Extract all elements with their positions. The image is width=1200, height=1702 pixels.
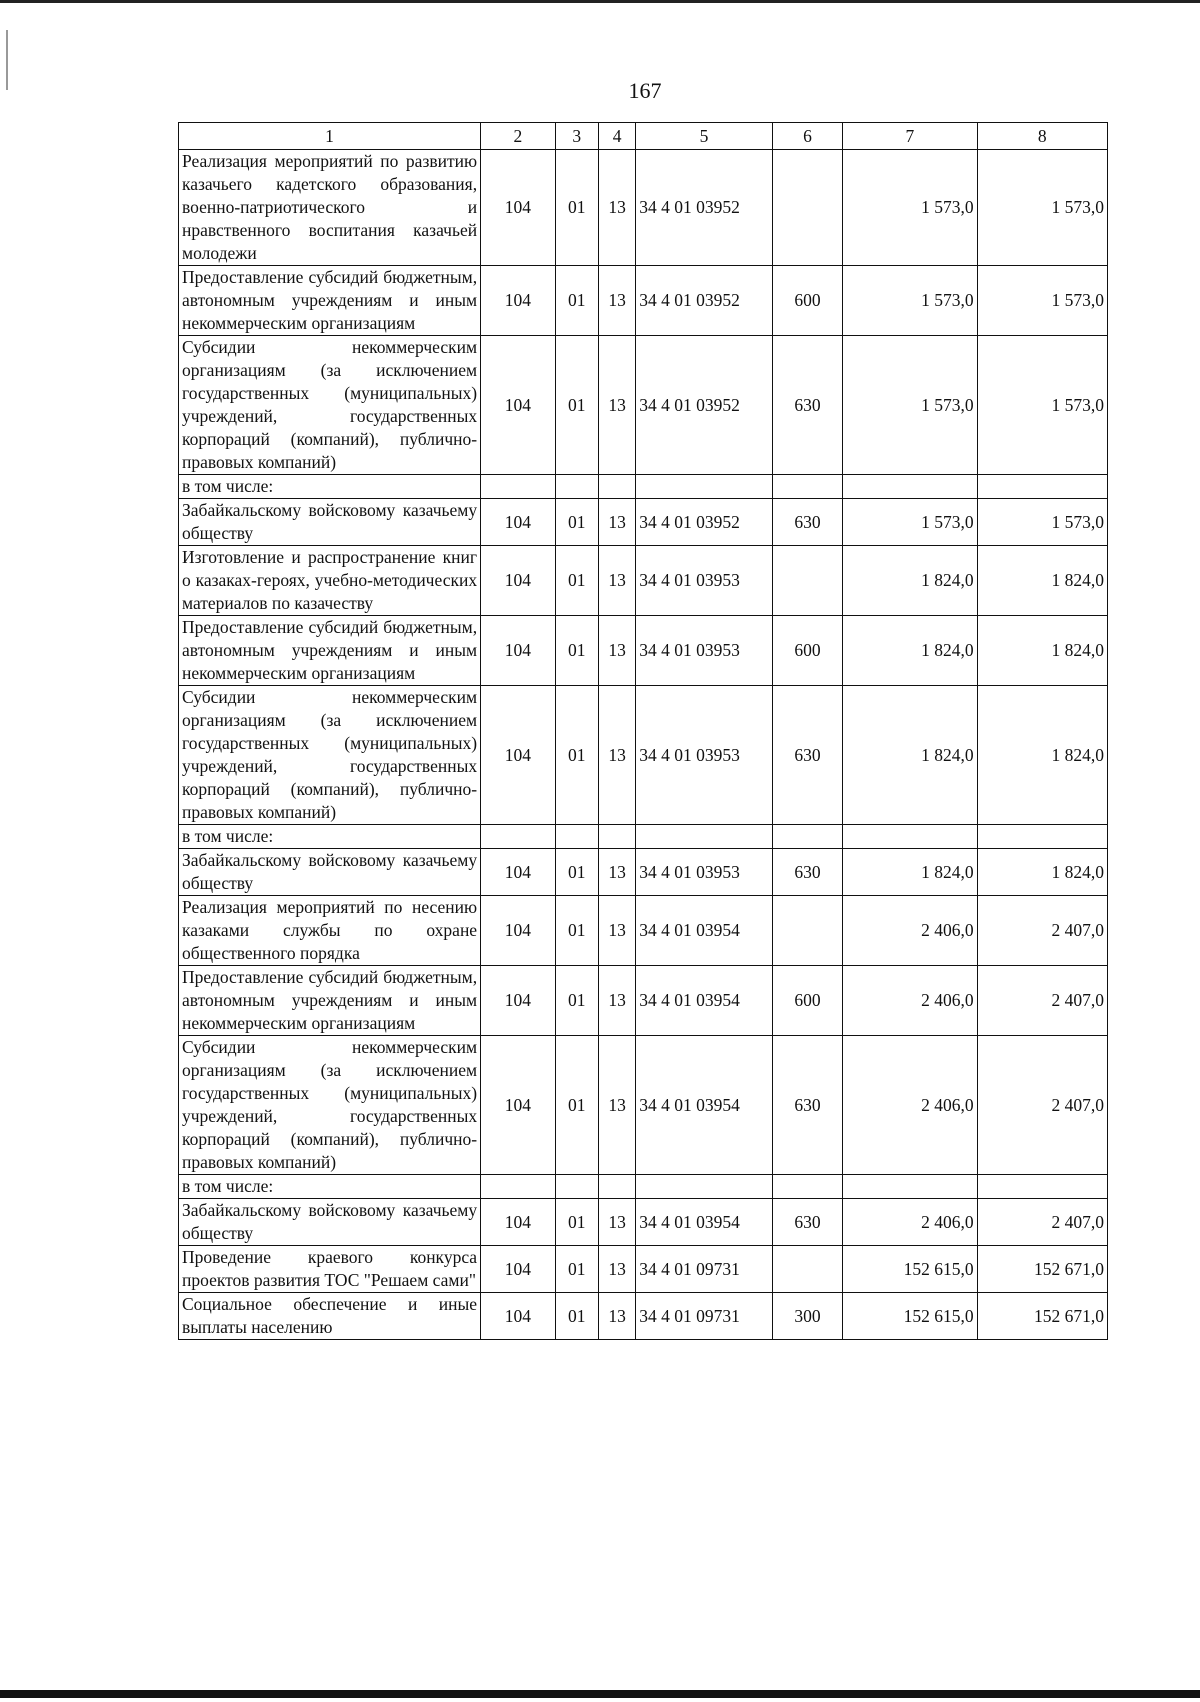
section-cell: 104 (481, 1199, 555, 1246)
amount-year1-cell: 1 573,0 (843, 266, 977, 336)
target-code-cell: 34 4 01 03952 (636, 150, 773, 266)
row-name-cell: Субсидии некоммерческим организациям (за исключением государственных (муниципальных) учреждений, государственных корпораций (компаний), публично-правовых компаний) (179, 686, 481, 825)
column-header: 7 (843, 123, 977, 150)
subsection-cell: 01 (555, 1246, 598, 1293)
subsection2-cell: 13 (599, 336, 636, 475)
section-cell: 104 (481, 686, 555, 825)
subsection2-cell: 13 (599, 849, 636, 896)
row-name-cell: Проведение краевого конкурса проектов развития ТОС "Решаем сами" (179, 1246, 481, 1293)
row-name-cell: Реализация мероприятий по развитию казачьего кадетского образования, военно-патриотического и нравственного воспитания казачьей молодежи (179, 150, 481, 266)
table-row (179, 1199, 1108, 1246)
section-cell (481, 1175, 555, 1199)
column-header: 8 (977, 123, 1107, 150)
section-cell: 104 (481, 336, 555, 475)
row-name-cell: Предоставление субсидий бюджетным, автономным учреждениям и иным некоммерческим организациям (179, 616, 481, 686)
bottom-border-line (0, 1690, 1200, 1698)
expense-type-cell (772, 150, 842, 266)
table-row (179, 1175, 1108, 1199)
row-name-cell: Предоставление субсидий бюджетным, автономным учреждениям и иным некоммерческим организациям (179, 966, 481, 1036)
subsection-cell (555, 475, 598, 499)
amount-year2-cell (977, 475, 1107, 499)
amount-year1-cell: 1 824,0 (843, 616, 977, 686)
row-name-cell: Предоставление субсидий бюджетным, автономным учреждениям и иным некоммерческим организациям (179, 266, 481, 336)
expense-type-cell: 600 (772, 966, 842, 1036)
expense-type-cell (772, 1175, 842, 1199)
table-row (179, 616, 1108, 686)
subsection2-cell: 13 (599, 896, 636, 966)
expense-type-cell: 630 (772, 1199, 842, 1246)
target-code-cell: 34 4 01 03954 (636, 1036, 773, 1175)
expense-type-cell (772, 825, 842, 849)
table-row (179, 546, 1108, 616)
target-code-cell: 34 4 01 03953 (636, 849, 773, 896)
target-code-cell: 34 4 01 03954 (636, 896, 773, 966)
subsection-cell: 01 (555, 1036, 598, 1175)
subsection-cell: 01 (555, 1199, 598, 1246)
section-cell: 104 (481, 896, 555, 966)
amount-year1-cell: 2 406,0 (843, 1036, 977, 1175)
subsection2-cell (599, 475, 636, 499)
amount-year1-cell: 1 824,0 (843, 849, 977, 896)
subsection2-cell: 13 (599, 266, 636, 336)
page-number: 167 (628, 78, 662, 103)
expense-type-cell (772, 475, 842, 499)
subsection-cell: 01 (555, 849, 598, 896)
target-code-cell: 34 4 01 03954 (636, 966, 773, 1036)
table-row (179, 825, 1108, 849)
subsection-cell: 01 (555, 686, 598, 825)
amount-year2-cell (977, 1175, 1107, 1199)
subsection-cell: 01 (555, 546, 598, 616)
amount-year1-cell: 152 615,0 (843, 1246, 977, 1293)
amount-year1-cell: 2 406,0 (843, 896, 977, 966)
target-code-cell: 34 4 01 03953 (636, 546, 773, 616)
table-row (179, 499, 1108, 546)
target-code-cell (636, 475, 773, 499)
subsection-cell: 01 (555, 616, 598, 686)
target-code-cell: 34 4 01 03952 (636, 266, 773, 336)
amount-year2-cell: 152 671,0 (977, 1293, 1107, 1340)
expense-type-cell: 630 (772, 336, 842, 475)
amount-year2-cell: 2 407,0 (977, 966, 1107, 1036)
amount-year1-cell: 1 573,0 (843, 499, 977, 546)
column-header: 3 (555, 123, 598, 150)
subsection2-cell: 13 (599, 546, 636, 616)
expense-type-cell: 630 (772, 1036, 842, 1175)
subsection2-cell: 13 (599, 1293, 636, 1340)
amount-year2-cell: 1 824,0 (977, 546, 1107, 616)
table-row (179, 849, 1108, 896)
column-header: 6 (772, 123, 842, 150)
table-row (179, 686, 1108, 825)
subsection-cell: 01 (555, 150, 598, 266)
target-code-cell: 34 4 01 03952 (636, 336, 773, 475)
amount-year1-cell: 2 406,0 (843, 966, 977, 1036)
subsection2-cell: 13 (599, 616, 636, 686)
left-margin-mark (6, 30, 8, 90)
expense-type-cell (772, 1246, 842, 1293)
table-row (179, 266, 1108, 336)
section-cell: 104 (481, 1246, 555, 1293)
table-row (179, 336, 1108, 475)
section-cell (481, 825, 555, 849)
amount-year1-cell (843, 1175, 977, 1199)
row-name-cell: Забайкальскому войсковому казачьему обществу (179, 849, 481, 896)
subsection2-cell (599, 825, 636, 849)
expense-type-cell: 630 (772, 686, 842, 825)
amount-year2-cell: 1 573,0 (977, 150, 1107, 266)
top-border-line (0, 0, 1200, 3)
row-name-cell: в том числе: (179, 1175, 481, 1199)
amount-year1-cell (843, 825, 977, 849)
table-row (179, 896, 1108, 966)
amount-year2-cell: 2 407,0 (977, 896, 1107, 966)
subsection-cell: 01 (555, 266, 598, 336)
row-name-cell: в том числе: (179, 825, 481, 849)
table-row (179, 475, 1108, 499)
amount-year1-cell: 152 615,0 (843, 1293, 977, 1340)
amount-year1-cell: 1 573,0 (843, 336, 977, 475)
section-cell: 104 (481, 1036, 555, 1175)
amount-year2-cell: 1 573,0 (977, 499, 1107, 546)
target-code-cell: 34 4 01 09731 (636, 1293, 773, 1340)
row-name-cell: Изготовление и распространение книг о казаках-героях, учебно-методических материалов по казачеству (179, 546, 481, 616)
amount-year2-cell (977, 825, 1107, 849)
subsection2-cell (599, 1175, 636, 1199)
amount-year1-cell (843, 475, 977, 499)
column-header: 2 (481, 123, 555, 150)
subsection2-cell: 13 (599, 1199, 636, 1246)
subsection2-cell: 13 (599, 1246, 636, 1293)
expense-type-cell: 300 (772, 1293, 842, 1340)
section-cell (481, 475, 555, 499)
subsection-cell: 01 (555, 966, 598, 1036)
subsection-cell (555, 1175, 598, 1199)
section-cell: 104 (481, 966, 555, 1036)
row-name-cell: Забайкальскому войсковому казачьему обществу (179, 1199, 481, 1246)
amount-year2-cell: 2 407,0 (977, 1199, 1107, 1246)
expense-type-cell: 630 (772, 499, 842, 546)
target-code-cell: 34 4 01 03952 (636, 499, 773, 546)
subsection-cell: 01 (555, 896, 598, 966)
budget-table-body (179, 123, 1108, 1340)
target-code-cell (636, 825, 773, 849)
budget-table (178, 122, 1108, 1340)
expense-type-cell: 600 (772, 266, 842, 336)
row-name-cell: Субсидии некоммерческим организациям (за исключением государственных (муниципальных) учреждений, государственных корпораций (компаний), публично-правовых компаний) (179, 336, 481, 475)
column-header: 1 (179, 123, 481, 150)
column-header: 4 (599, 123, 636, 150)
section-cell: 104 (481, 546, 555, 616)
table-row (179, 966, 1108, 1036)
target-code-cell: 34 4 01 09731 (636, 1246, 773, 1293)
subsection-cell (555, 825, 598, 849)
subsection-cell: 01 (555, 1293, 598, 1340)
amount-year2-cell: 152 671,0 (977, 1246, 1107, 1293)
row-name-cell: Реализация мероприятий по несению казаками службы по охране общественного порядка (179, 896, 481, 966)
target-code-cell: 34 4 01 03953 (636, 616, 773, 686)
row-name-cell: Субсидии некоммерческим организациям (за исключением государственных (муниципальных) учреждений, государственных корпораций (компаний), публично-правовых компаний) (179, 1036, 481, 1175)
section-cell: 104 (481, 150, 555, 266)
amount-year1-cell: 1 573,0 (843, 150, 977, 266)
amount-year2-cell: 1 573,0 (977, 266, 1107, 336)
subsection-cell: 01 (555, 336, 598, 475)
subsection2-cell: 13 (599, 686, 636, 825)
subsection2-cell: 13 (599, 1036, 636, 1175)
column-header: 5 (636, 123, 773, 150)
table-row (179, 1036, 1108, 1175)
section-cell: 104 (481, 616, 555, 686)
section-cell: 104 (481, 849, 555, 896)
table-row (179, 150, 1108, 266)
amount-year1-cell: 1 824,0 (843, 546, 977, 616)
subsection-cell: 01 (555, 499, 598, 546)
amount-year2-cell: 1 824,0 (977, 686, 1107, 825)
amount-year2-cell: 2 407,0 (977, 1036, 1107, 1175)
section-cell: 104 (481, 266, 555, 336)
amount-year2-cell: 1 824,0 (977, 849, 1107, 896)
subsection2-cell: 13 (599, 499, 636, 546)
target-code-cell: 34 4 01 03954 (636, 1199, 773, 1246)
row-name-cell: в том числе: (179, 475, 481, 499)
row-name-cell: Социальное обеспечение и иные выплаты населению (179, 1293, 481, 1340)
expense-type-cell: 630 (772, 849, 842, 896)
subsection2-cell: 13 (599, 150, 636, 266)
row-name-cell: Забайкальскому войсковому казачьему обществу (179, 499, 481, 546)
expense-type-cell (772, 546, 842, 616)
amount-year2-cell: 1 573,0 (977, 336, 1107, 475)
amount-year1-cell: 2 406,0 (843, 1199, 977, 1246)
amount-year1-cell: 1 824,0 (843, 686, 977, 825)
table-row (179, 1246, 1108, 1293)
subsection2-cell: 13 (599, 966, 636, 1036)
section-cell: 104 (481, 499, 555, 546)
amount-year2-cell: 1 824,0 (977, 616, 1107, 686)
table-row (179, 1293, 1108, 1340)
target-code-cell (636, 1175, 773, 1199)
expense-type-cell: 600 (772, 616, 842, 686)
target-code-cell: 34 4 01 03953 (636, 686, 773, 825)
section-cell: 104 (481, 1293, 555, 1340)
table-header-row (179, 123, 1108, 150)
expense-type-cell (772, 896, 842, 966)
